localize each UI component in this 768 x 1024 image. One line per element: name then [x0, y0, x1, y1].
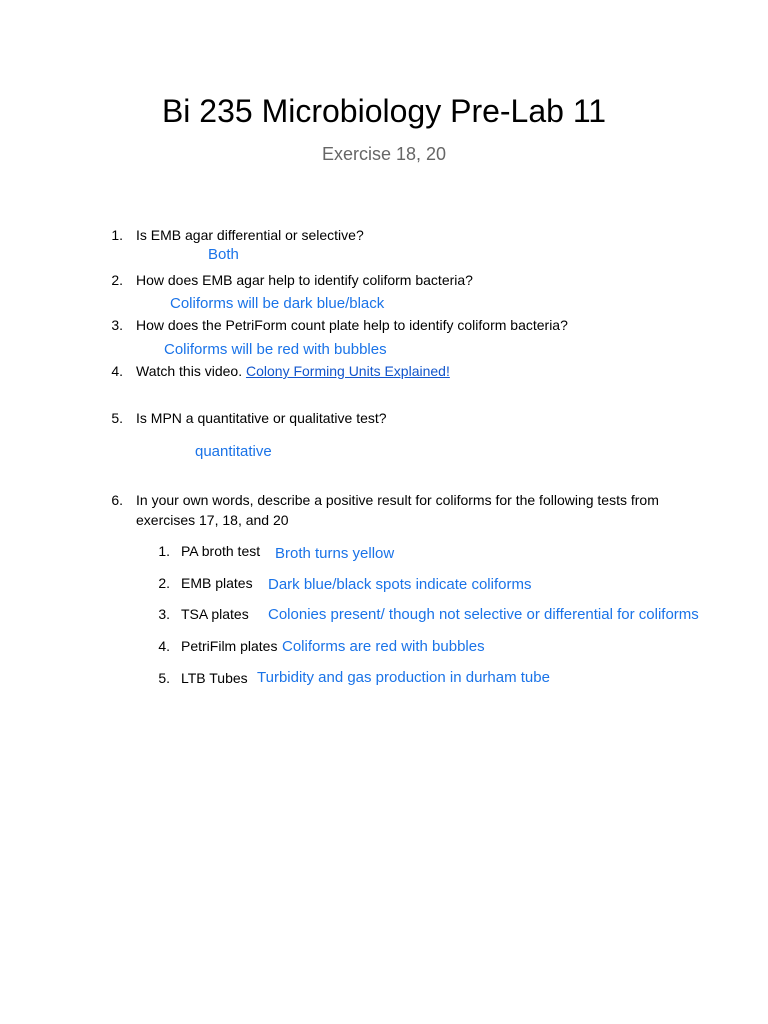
test-name: LTB Tubes [181, 670, 248, 686]
answer-text: quantitative [195, 443, 272, 460]
test-number: 4. [158, 638, 170, 654]
answer-text: Coliforms will be red with bubbles [164, 341, 387, 358]
question-text [136, 364, 450, 378]
question-text-label: Watch this video. [136, 363, 243, 379]
page-title: Bi 235 Microbiology Pre-Lab 11 [161, 93, 607, 129]
question-text: In your own words, describe a positive result for coliforms for the following tests from [136, 492, 659, 508]
test-answer: Colonies present/ though not selective or differential for coliforms [268, 606, 699, 623]
test-number: 1. [158, 543, 170, 559]
question-number: 2. [111, 272, 123, 288]
question-number: 3. [111, 317, 123, 333]
test-answer: Coliforms are red with bubbles [282, 638, 485, 655]
test-name: PA broth test [181, 543, 261, 559]
video-link[interactable]: Colony Forming Units Explained! [245, 363, 450, 379]
test-number: 3. [158, 606, 170, 622]
page-subtitle: Exercise 18, 20 [321, 144, 447, 164]
answer-text: Coliforms will be dark blue/black [170, 295, 385, 312]
question-text: How does EMB agar help to identify coliform bacteria? [136, 272, 473, 288]
test-answer: Dark blue/black spots indicate coliforms [268, 576, 532, 593]
question-number: 6. [111, 492, 123, 508]
question-text-continued: exercises 17, 18, and 20 [136, 512, 289, 528]
answer-text: Both [208, 246, 239, 263]
test-number: 2. [158, 575, 170, 591]
question-number: 5. [111, 410, 123, 426]
test-name: EMB plates [181, 575, 253, 591]
question-number: 1. [111, 227, 123, 243]
question-text: Is EMB agar differential or selective? [136, 227, 364, 243]
test-number: 5. [158, 670, 170, 686]
test-name: PetriFilm plates [181, 638, 278, 654]
question-text: How does the PetriForm count plate help to identify coliform bacteria? [136, 317, 568, 333]
question-text: Is MPN a quantitative or qualitative test? [136, 410, 387, 426]
test-answer: Broth turns yellow [275, 545, 395, 562]
question-number: 4. [111, 363, 123, 379]
test-name: TSA plates [181, 606, 249, 622]
test-answer: Turbidity and gas production in durham tube [257, 669, 550, 686]
